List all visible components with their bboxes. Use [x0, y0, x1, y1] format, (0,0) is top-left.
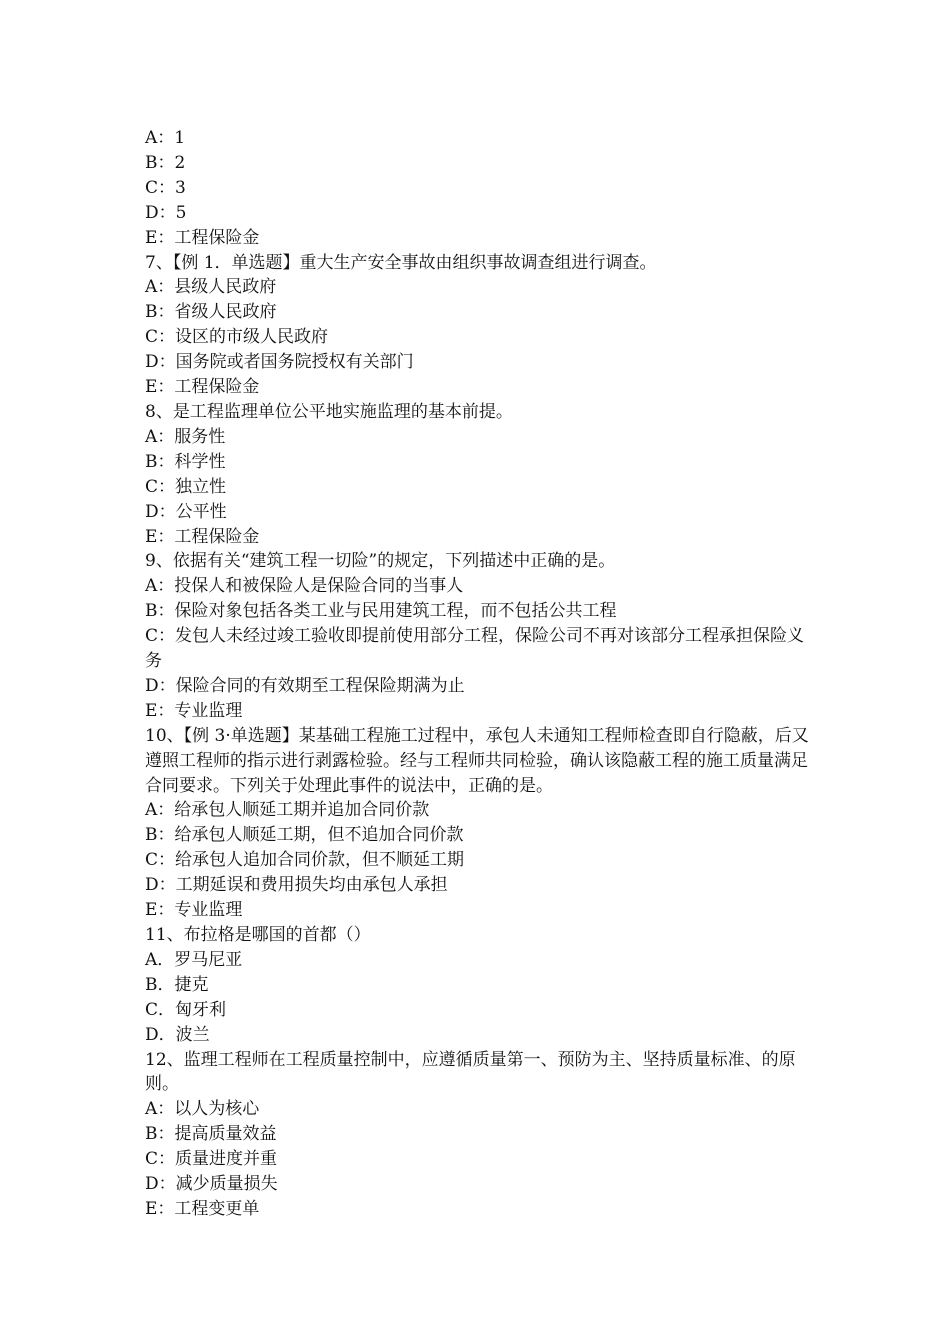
option-line: A：县级人民政府: [145, 277, 277, 298]
option-line: E：工程保险金: [145, 377, 260, 398]
option-line: B：给承包人顺延工期，但不追加合同价款: [145, 825, 464, 846]
option-line: D：减少质量损失: [145, 1174, 278, 1195]
option-line: B：2: [145, 152, 186, 173]
option-line: B：省级人民政府: [145, 302, 277, 323]
option-line: E：工程保险金: [145, 526, 260, 547]
option-line: D：保险合同的有效期至工程保险期满为止: [145, 675, 465, 696]
question-11: 11、布拉格是哪国的首都（）: [145, 925, 371, 945]
document-body: [145, 126, 810, 1222]
option-line: D：公平性: [145, 501, 227, 522]
option-line: B．捷克: [145, 974, 209, 995]
option-line: A：投保人和被保险人是保险合同的当事人: [145, 576, 464, 597]
option-line: C：给承包人追加合同价款，但不顺延工期: [145, 850, 465, 871]
option-line: D：国务院或者国务院授权有关部门: [145, 352, 414, 373]
question-10: 10、【例 3·单选题】某基础工程施工过程中，承包人未通知工程师检查即自行隐蔽，后又遵照工程师的指示进行剥露检验。经与工程师共同检验，确认该隐蔽工程的施工质量满足合同要求。下列关于处理此事件的说法中，正确的是。: [145, 725, 809, 796]
option-line: E：工程保险金: [145, 227, 260, 248]
option-line: A：服务性: [145, 426, 226, 447]
question-7: 7、【例 1．单选题】重大生产安全事故由组织事故调查组进行调查。: [145, 252, 657, 273]
option-line: C：发包人未经过竣工验收即提前使用部分工程，保险公司不再对该部分工程承担保险义务: [145, 626, 805, 672]
option-line: D：5: [145, 202, 187, 223]
option-line: C：独立性: [145, 476, 227, 497]
option-line: C：3: [145, 177, 186, 198]
option-line: D：工期延误和费用损失均由承包人承担: [145, 875, 448, 896]
option-line: E：专业监理: [145, 900, 243, 921]
option-line: C：设区的市级人民政府: [145, 327, 329, 348]
option-line: E：工程变更单: [145, 1198, 260, 1219]
option-line: E：专业监理: [145, 700, 243, 721]
option-line: A：1: [145, 128, 186, 148]
option-line: A：以人为核心: [145, 1099, 260, 1120]
option-line: D．波兰: [145, 1024, 210, 1045]
option-line: B：科学性: [145, 451, 226, 472]
option-line: C．匈牙利: [145, 999, 227, 1020]
option-line: C：质量进度并重: [145, 1149, 278, 1170]
option-line: A．罗马尼亚: [145, 949, 243, 970]
option-line: A：给承包人顺延工期并追加合同价款: [145, 800, 430, 821]
option-line: B：保险对象包括各类工业与民用建筑工程，而不包括公共工程: [145, 601, 617, 622]
question-9: 9、依据有关“建筑工程一切险”的规定，下列描述中正确的是。: [145, 551, 616, 572]
question-12: 12、监理工程师在工程质量控制中，应遵循质量第一、预防为主、坚持质量标准、的原则。: [145, 1049, 796, 1095]
option-line: B：提高质量效益: [145, 1124, 277, 1145]
question-8: 8、是工程监理单位公平地实施监理的基本前提。: [145, 401, 513, 422]
